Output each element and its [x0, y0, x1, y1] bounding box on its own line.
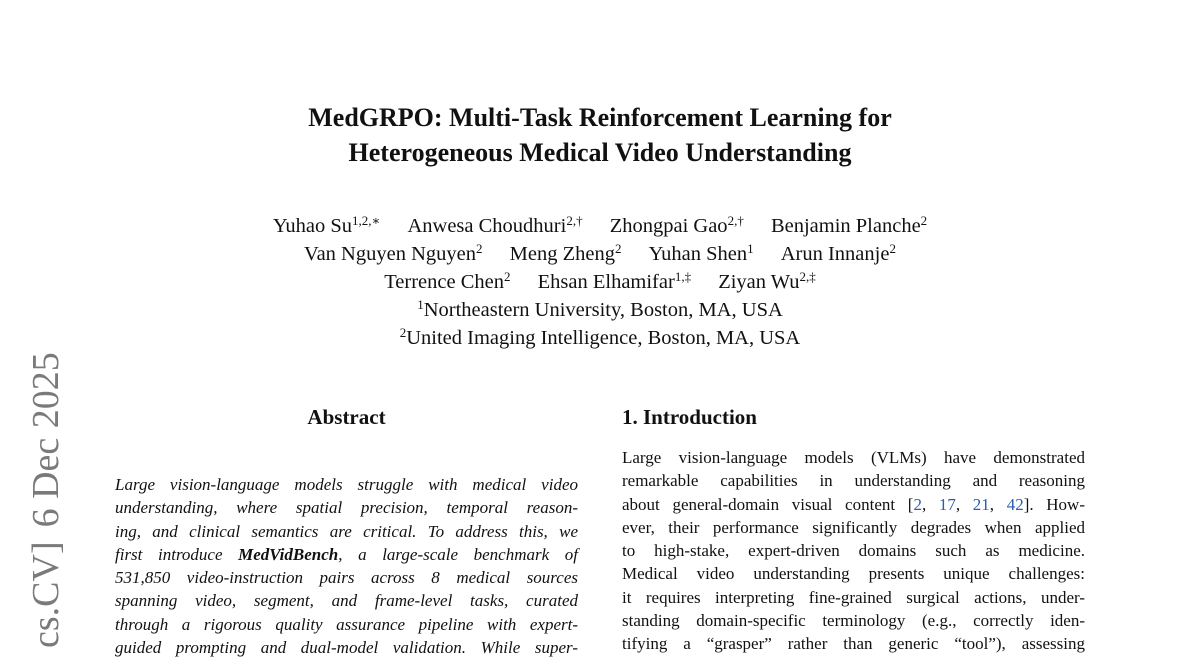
author-block [0, 212, 1200, 352]
intro-line: remarkable capabilities in understanding and reasoning [622, 471, 1085, 491]
abstract-line: Large vision-language models struggle with medical video [115, 475, 578, 494]
author-name: Meng Zheng [509, 243, 615, 265]
author-row-2 [0, 240, 1200, 268]
intro-line: ever, their performance significantly degrades when applied [622, 517, 1085, 537]
author [610, 215, 744, 237]
affiliation-mark: 1 [417, 297, 424, 312]
author [510, 243, 622, 265]
author [407, 215, 582, 237]
author [781, 243, 896, 265]
citation-link[interactable]: 21 [972, 494, 990, 514]
author-affiliation-mark: 2 [920, 213, 928, 228]
author-affiliation-mark: 2,† [566, 213, 583, 228]
author-name: Arun Innanje [780, 243, 890, 265]
arxiv-sidebar-identifier [24, 338, 68, 648]
abstract-heading: Abstract [307, 405, 386, 429]
intro-line: tifying a “grasper” rather than generic “tool”), assessing [622, 634, 1085, 654]
paper-title [0, 100, 1200, 170]
intro-line: it requires interpreting fine-grained surgical actions, under- [622, 587, 1085, 607]
author-affiliation-mark: 2,† [727, 213, 744, 228]
introduction-heading: 1. Introduction [622, 405, 757, 429]
citation-link[interactable]: 42 [1006, 494, 1024, 514]
author-name: Ehsan Elhamifar [537, 271, 675, 293]
intro-line: standing domain-specific terminology (e.g., correctly iden- [622, 611, 1085, 631]
author [538, 271, 691, 293]
abstract-text: first introduce [115, 544, 239, 564]
author [718, 271, 816, 293]
author-name: Benjamin Planche [770, 215, 921, 237]
abstract-line: ing, and clinical semantics are critical. To address this, we [115, 521, 578, 541]
abstract-body [115, 473, 578, 659]
author-affiliation-mark: 1,2,∗ [352, 213, 381, 228]
author-row-3 [0, 268, 1200, 296]
abstract-line [115, 543, 578, 566]
author-affiliation-mark: 2 [504, 269, 511, 284]
author-name: Anwesa Choudhuri [407, 215, 567, 237]
intro-line: to high-stake, expert-driven domains such as medicine. [622, 541, 1085, 561]
affiliation-mark: 2 [399, 325, 407, 340]
intro-text: about general-domain visual content [ [622, 494, 914, 514]
author-affiliation-mark: 1 [747, 241, 754, 256]
author [304, 243, 482, 265]
intro-line: about general-domain visual content [2, 17, 21, 42]. How- [622, 494, 1085, 514]
intro-line: Large vision-language models (VLMs) have demonstrated [622, 448, 1085, 467]
author-affiliation-mark: 2 [614, 241, 622, 256]
affiliation-text: Northeastern University, Boston, MA, USA [423, 299, 783, 321]
author-name: Yuhao Su [272, 215, 352, 237]
affiliation [0, 296, 1200, 324]
introduction-body [622, 446, 1085, 656]
affiliation [0, 324, 1200, 352]
benchmark-name: MedVidBench [238, 544, 339, 564]
author [384, 271, 510, 293]
author-name: Yuhan Shen [648, 243, 748, 265]
intro-line: Medical video understanding presents unique challenges: [622, 564, 1085, 584]
abstract-line: spanning video, segment, and frame-level tasks, curated [115, 591, 578, 611]
author-affiliation-mark: 2 [476, 241, 483, 256]
author-name: Ziyan Wu [718, 271, 800, 293]
abstract-line: through a rigorous quality assurance pipeline with expert- [115, 614, 578, 634]
title-line-1: MedGRPO: Multi-Task Reinforcement Learning for [308, 103, 892, 132]
author-affiliation-mark: 1,‡ [674, 269, 692, 284]
author-name: Zhongpai Gao [609, 215, 728, 237]
author-row-1 [0, 212, 1200, 240]
author-name: Terrence Chen [384, 271, 504, 293]
intro-text: ]. How- [1023, 494, 1085, 514]
author-name: Van Nguyen Nguyen [304, 243, 476, 265]
citation-link[interactable]: 17 [938, 494, 956, 514]
abstract-line: guided prompting and dual-model validation. While super- [115, 638, 578, 658]
arxiv-date: 6 Dec 2025 [25, 352, 67, 528]
author [771, 215, 927, 237]
arxiv-category: cs.CV] [25, 541, 67, 648]
abstract-line: 531,850 video-instruction pairs across 8 medical sources [115, 568, 578, 588]
author-affiliation-mark: 2 [889, 241, 896, 256]
author-affiliation-mark: 2,‡ [799, 269, 816, 284]
author [273, 215, 381, 237]
citation-link[interactable]: 2 [913, 494, 922, 514]
affiliation-text: United Imaging Intelligence, Boston, MA, USA [406, 327, 801, 349]
abstract-line: understanding, where spatial precision, temporal reason- [115, 498, 578, 518]
author [649, 243, 754, 265]
abstract-text: , a large-scale benchmark of [338, 544, 578, 564]
title-line-2: Heterogeneous Medical Video Understanding [348, 138, 852, 167]
